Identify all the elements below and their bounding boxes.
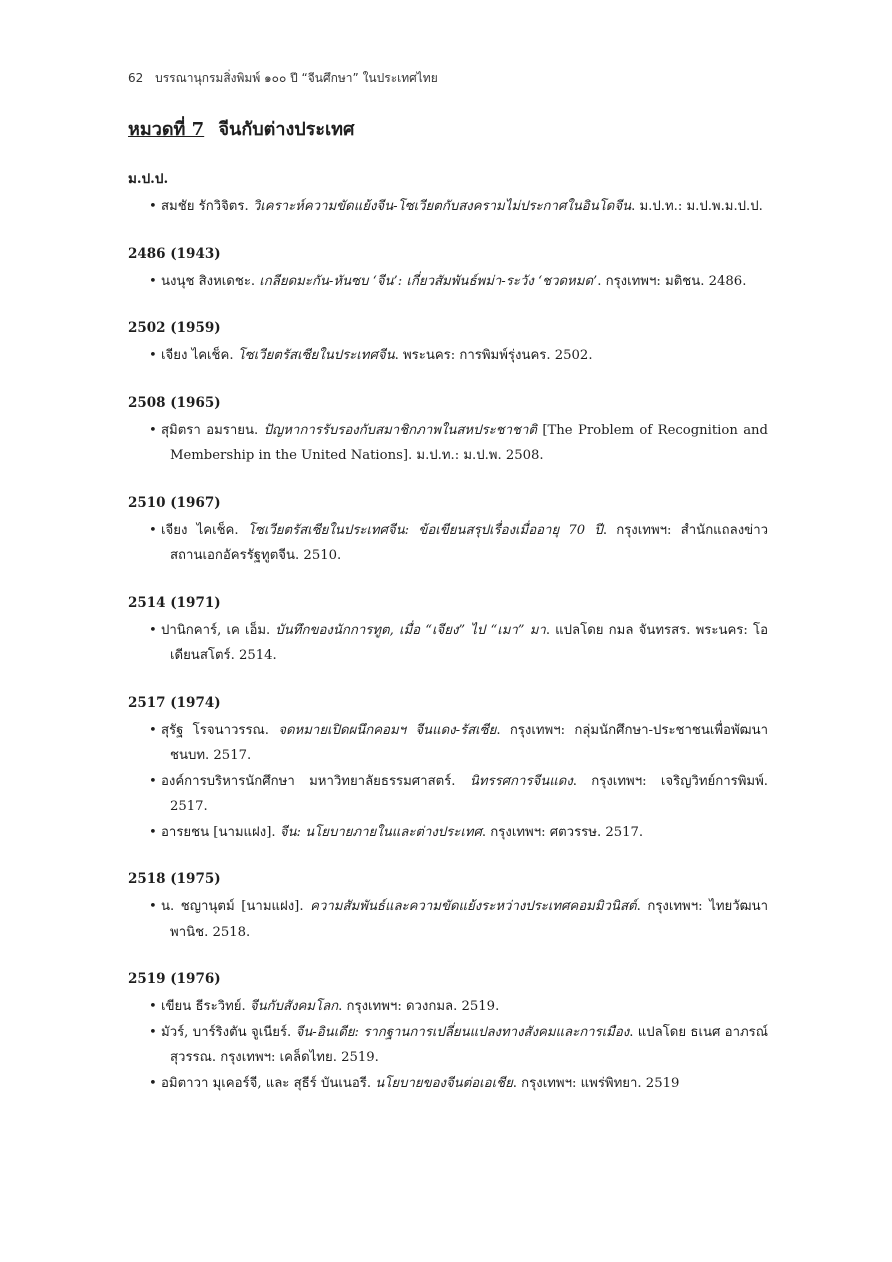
year-be: 2514 xyxy=(128,594,166,611)
entry-publication: . พระนคร: การพิมพ์รุ่งนคร. 2502. xyxy=(394,348,593,363)
running-title: บรรณานุกรมสิ่งพิมพ์ ๑๐๐ ปี “จีนศึกษา” ในประเทศไทย xyxy=(155,71,438,85)
year-be: ม.ป.ป. xyxy=(128,171,169,187)
bibliography-entry xyxy=(128,618,768,669)
entry-title: จีน-อินเดีย: รากฐานการเปลี่ยนแปลงทางสังคมและการเมือง xyxy=(295,1024,630,1040)
bibliography-entry xyxy=(128,769,768,820)
chapter-heading xyxy=(128,114,354,143)
entry-author: สุมิตรา อมรายน. xyxy=(161,422,264,438)
year-heading xyxy=(128,319,768,337)
bibliography-entry xyxy=(128,718,768,769)
bibliography-entry xyxy=(128,343,768,369)
bibliography-entry xyxy=(128,518,768,569)
year-ce: (1971) xyxy=(170,594,221,611)
bullet-icon: • xyxy=(149,273,157,289)
year-section xyxy=(128,319,768,369)
entry-title: โซเวียตรัสเซียในประเทศจีน xyxy=(237,348,395,363)
year-section xyxy=(128,970,768,1096)
bullet-icon: • xyxy=(149,1075,157,1091)
year-ce: (1943) xyxy=(170,245,221,262)
year-section xyxy=(128,394,768,469)
bibliography-entry xyxy=(128,994,768,1020)
bullet-icon: • xyxy=(149,1024,157,1040)
year-be: 2518 xyxy=(128,871,166,887)
year-section xyxy=(128,494,768,569)
year-be: 2508 xyxy=(128,394,166,411)
year-be: 2486 xyxy=(128,245,166,262)
bibliography-list xyxy=(128,170,768,1121)
year-ce: (1975) xyxy=(170,871,221,887)
entry-publication: . กรุงเทพฯ: ศตวรรษ. 2517. xyxy=(481,824,644,840)
entry-title: บันทึกของนักการทูต, เมื่อ “เจียง” ไป “เมา” มา xyxy=(275,622,546,638)
bullet-icon: • xyxy=(149,722,157,738)
entry-title: จดหมายเปิดผนึกคอมฯ จีนแดง-รัสเซีย xyxy=(278,722,497,738)
entry-publication: . กรุงเทพฯ: ไทยวัฒนาพานิช. 2518. xyxy=(170,899,768,940)
year-section xyxy=(128,694,768,846)
entry-title: ความสัมพันธ์และความขัดแย้งระหว่างประเทศคอมมิวนิสต์ xyxy=(310,899,637,914)
year-heading xyxy=(128,594,768,612)
entry-title: นโยบายของจีนต่อเอเชีย xyxy=(375,1075,513,1091)
year-ce: (1959) xyxy=(170,320,221,336)
entry-publication: . แปลโดย ธเนศ อาภรณ์สุวรรณ. กรุงเทพฯ: เคล็ดไทย. 2519. xyxy=(170,1024,768,1065)
year-be: 2517 xyxy=(128,694,166,711)
entry-title: เกลียดมะกัน-หันซบ ‘จีน’: เกี่ยวสัมพันธ์พม่า-ระวัง ‘ชวดหมด’ xyxy=(259,273,598,289)
bibliography-entry xyxy=(128,1071,768,1097)
entry-title: วิเคราะห์ความขัดแย้งจีน-โซเวียตกับสงครามไม่ประกาศในอินโดจีน xyxy=(252,199,632,214)
year-heading xyxy=(128,245,768,263)
page-number: 62 xyxy=(128,71,144,85)
entry-publication: . กรุงเทพฯ: กลุ่มนักศึกษา-ประชาชนเพื่อพัฒนาชนบท. 2517. xyxy=(170,722,768,763)
bibliography-entry xyxy=(128,194,768,220)
entry-author: เขียน ธีระวิทย์. xyxy=(161,999,250,1014)
bibliography-entry xyxy=(128,820,768,846)
bullet-icon: • xyxy=(149,522,157,538)
year-heading xyxy=(128,870,768,888)
bullet-icon: • xyxy=(149,199,157,214)
year-section xyxy=(128,870,768,945)
year-be: 2510 xyxy=(128,494,166,511)
year-heading xyxy=(128,494,768,512)
entry-publication: . กรุงเทพฯ: มติชน. 2486. xyxy=(597,273,747,289)
bibliography-entry xyxy=(128,1020,768,1071)
entry-title: นิทรรศการจีนแดง xyxy=(469,773,573,789)
year-be: 2519 xyxy=(128,971,166,987)
bullet-icon: • xyxy=(149,824,157,840)
year-ce: (1976) xyxy=(170,971,221,987)
entry-author: ปานิกคาร์, เค เอ็ม. xyxy=(161,622,276,638)
bullet-icon: • xyxy=(149,899,157,914)
entry-publication: . กรุงเทพฯ: เจริญวิทย์การพิมพ์. 2517. xyxy=(170,773,769,814)
bibliography-entry xyxy=(128,269,768,295)
bibliography-entry xyxy=(128,894,768,945)
entry-author: น. ชญานุตม์ [นามแฝง]. xyxy=(161,899,311,914)
year-heading xyxy=(128,970,768,988)
entry-publication: . แปลโดย กมล จันทรสร. พระนคร: โอเดียนสโตร์. 2514. xyxy=(170,622,768,663)
year-section xyxy=(128,170,768,220)
year-heading xyxy=(128,694,768,712)
entry-title: โซเวียตรัสเซียในประเทศจีน: ข้อเขียนสรุปเรื่องเมื่ออายุ 70 ปี xyxy=(247,522,603,538)
bullet-icon: • xyxy=(149,348,157,363)
entry-title: จีนกับสังคมโลก xyxy=(249,999,339,1014)
bullet-icon: • xyxy=(149,422,157,438)
year-heading xyxy=(128,394,768,412)
entry-author: สมชัย รักวิจิตร. xyxy=(161,199,253,214)
entry-author: อารยชน [นามแฝง]. xyxy=(161,824,280,840)
bibliography-entry xyxy=(128,418,768,469)
entry-author: องค์การบริหารนักศึกษา มหาวิทยาลัยธรรมศาสตร์. xyxy=(161,773,470,789)
entry-author: อมิตาวา มุเคอร์จี, และ สุธีร์ บันเนอรี. xyxy=(161,1075,376,1091)
bullet-icon: • xyxy=(149,999,157,1014)
chapter-number: หมวดที่ 7 xyxy=(128,119,205,140)
entry-author: นงนุช สิงหเดชะ. xyxy=(161,273,260,289)
year-be: 2502 xyxy=(128,320,166,336)
year-ce: (1967) xyxy=(170,494,221,511)
bullet-icon: • xyxy=(149,622,157,638)
bullet-icon: • xyxy=(149,773,157,789)
year-heading xyxy=(128,170,768,188)
entry-publication: . กรุงเทพฯ: แพร่พิทยา. 2519 xyxy=(512,1075,680,1091)
chapter-title: จีนกับต่างประเทศ xyxy=(218,119,355,140)
running-header xyxy=(128,69,438,88)
year-section xyxy=(128,245,768,295)
entry-author: มัวร์, บาร์ริงตัน จูเนียร์. xyxy=(161,1024,296,1040)
entry-author: สุรัฐ โรจนาวรรณ. xyxy=(161,722,279,738)
entry-publication: . กรุงเทพฯ: สำนักแถลงข่าว สถานเอกอัครรัฐทูตจีน. 2510. xyxy=(170,522,769,563)
entry-title: ปัญหาการรับรองกับสมาชิกภาพในสหประชาชาติ xyxy=(263,422,537,438)
entry-author: เจียง ไคเช็ค. xyxy=(161,522,248,538)
year-section xyxy=(128,594,768,669)
entry-publication: [The Problem of Recognition and Membership in the United Nations]. ม.ป.ท.: ม.ป.พ. 2508. xyxy=(170,422,768,463)
year-ce: (1965) xyxy=(170,394,221,411)
year-ce: (1974) xyxy=(170,694,221,711)
entry-publication: . ม.ป.ท.: ม.ป.พ.ม.ป.ป. xyxy=(631,199,763,214)
entry-title: จีน: นโยบายภายในและต่างประเทศ xyxy=(279,824,482,840)
entry-publication: . กรุงเทพฯ: ดวงกมล. 2519. xyxy=(338,999,500,1014)
entry-author: เจียง ไคเช็ค. xyxy=(161,348,238,363)
